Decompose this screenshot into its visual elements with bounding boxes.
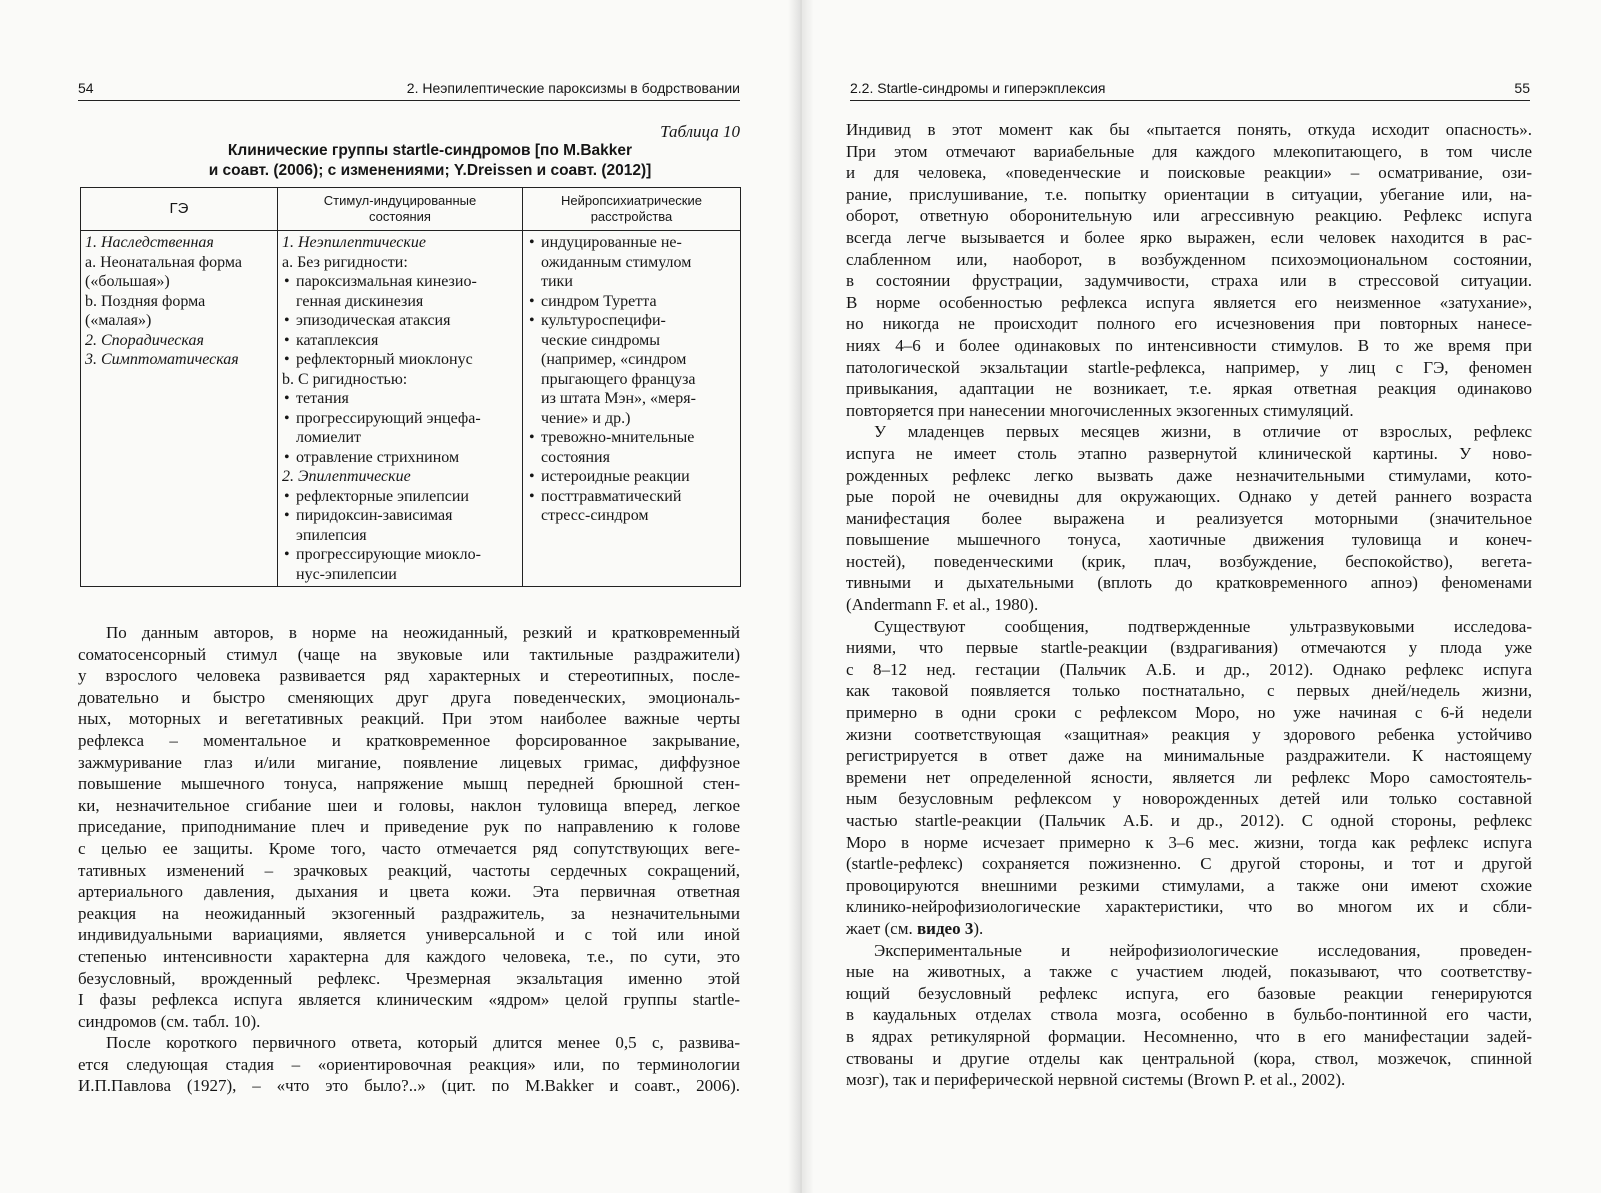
text-line: Экспериментальные и нейрофизиологические исследования, проведен- xyxy=(874,940,1532,960)
text-line: всегда легче вызывается и более ярко выражен, если человек находится в рас- xyxy=(846,227,1532,247)
text-line: с целью ее защиты. Кроме того, часто отмечается ряд сопутствующих веге- xyxy=(78,838,740,858)
text-line: жизни соответствующая «защитная» реакция у здорового ребенка устойчиво xyxy=(846,724,1532,744)
page-number: 55 xyxy=(1514,80,1530,96)
cell-line: прыгающего француза xyxy=(541,370,696,388)
text-line: тативных изменений – зрачковых реакций, частоты сердечных сокращений, xyxy=(78,860,740,880)
cell-line: из штата Мэн», «меря- xyxy=(541,390,696,407)
text-line: патологической экзальтации startle-рефлекса, например, у лиц с ГЭ, феномен xyxy=(846,357,1532,377)
cell-line: эпилепсия xyxy=(296,526,367,544)
bullet-item: • эпизодическая атаксия xyxy=(282,311,518,331)
text-line: с 8–12 нед. гестации (Пальчик А.Б. и др., 2012). Однако рефлекс испуга xyxy=(846,659,1532,679)
table-cell-stimulus xyxy=(278,231,523,587)
text-line: манифестация более выражена и реализуется моторными (значительное xyxy=(846,508,1532,528)
running-title: 2.2. Startle-синдромы и гиперэкплексия xyxy=(850,80,1106,96)
text-line: зажмуривание глаз и/или мигание, появление лицевых гримас, диффузное xyxy=(78,752,740,772)
table-title-line: Клинические группы startle-синдромов [по M.Bakker xyxy=(227,142,633,159)
bullet-item: • тревожно-мнительные xyxy=(527,428,736,448)
book-gutter xyxy=(788,0,814,1193)
text-line: ки, незначительное сгибание шеи и головы, наклон туловища вперед, легкое xyxy=(78,795,740,815)
header-rule xyxy=(78,100,740,101)
table-label: Таблица 10 xyxy=(660,122,740,141)
video-reference: видео 3 xyxy=(916,918,974,938)
text-line: оборот, ответную оборонительную или агрессивную реакцию. Рефлекс испуга xyxy=(846,206,1532,226)
cell-line: («большая») xyxy=(85,273,170,290)
text-line: рые порой не очевидны для окружающих. Однако у детей раннего возраста xyxy=(846,487,1532,507)
right-running-head xyxy=(850,74,1530,96)
column-header-line: Стимул-индуцированные xyxy=(323,193,477,208)
text-line: времени нет определенной ясности, является ли рефлекс Моро самостоятель- xyxy=(846,767,1532,787)
column-header xyxy=(523,188,741,231)
text-line: ных, моторных и вегетативных реакций. При этом наиболее важные черты xyxy=(78,709,740,729)
text-line: повышение мышечного тонуса, напряжение мышц передней брюшной стен- xyxy=(78,774,740,794)
left-running-head xyxy=(78,74,740,96)
text-line: испуга не имеет столь этапно развернутой клинической картины. У ново- xyxy=(846,443,1532,463)
bullet-item: • индуцированные не- xyxy=(527,233,736,253)
cell-line: a. Неонатальная форма xyxy=(85,253,242,271)
column-header xyxy=(278,188,523,231)
text-line: но никогда не происходит полного его исчезновения при повторных нанесе- xyxy=(846,314,1532,334)
text-line: I фазы рефлекса испуга является клиническим «ядром» целой группы startle- xyxy=(78,990,740,1010)
text-line: частью startle-реакции (Пальчик А.Б. и др., 2012). С одной стороны, рефлекс xyxy=(846,811,1532,830)
body-paragraph xyxy=(846,119,1532,1091)
text-line: индивидуальными вариациями, является универсальной и с той или иной xyxy=(78,925,740,945)
cell-line: тики xyxy=(541,273,573,290)
text-line: В норме особенностью рефлекса испуга является его неизменное «затухание», xyxy=(846,292,1532,312)
text-line: в каудальных отделах ствола мозга, особенно в бульбо-понтинной его части, xyxy=(846,1005,1532,1025)
table-row xyxy=(81,231,741,587)
table-title-line: и соавт. (2006); с изменениями; Y.Dreissen и соавт. (2012)] xyxy=(208,162,652,179)
text-line: рожденных рефлекс легко вызвать даже незначительными стимулами, кото- xyxy=(846,465,1532,485)
text-line: И.П.Павлова (1927), – «что это было?..» (цит. по M.Bakker и соавт., 2006). xyxy=(78,1076,740,1096)
cell-line: b. С ригидностью: xyxy=(282,370,408,388)
left-page xyxy=(0,0,800,1193)
text-line: примерно в одни сроки с рефлексом Моро, но уже начиная с 6-й недели xyxy=(846,703,1532,723)
cell-line: b. Поздняя форма xyxy=(85,292,206,310)
column-header-line: состояния xyxy=(369,209,431,224)
text-line: регистрируется в ответ даже на минимальные раздражители. К настоящему xyxy=(846,746,1532,766)
text-line: ствованы и другие отделы как центральной (кора, ствол, мозжечок, спинной xyxy=(846,1048,1532,1068)
text-line: клинико-нейрофизиологические характеристики, что во многом их и сбли- xyxy=(846,897,1532,917)
bullet-item: • посттравматический xyxy=(527,487,736,507)
column-header-line: расстройства xyxy=(590,209,673,224)
text-line: степенью интенсивности характерна для каждого человека, т.е., по сути, это xyxy=(78,946,740,966)
text-line: После короткого первичного ответа, который длится менее 0,5 с, развива- xyxy=(106,1033,740,1053)
bullet-item: • истероидные реакции xyxy=(527,467,736,487)
text-line: рефлекса – моментальное и кратковременное форсированное закрывание, xyxy=(78,730,740,750)
text-line: ные на животных, а также с участием людей, показывают, что соответству- xyxy=(846,962,1532,982)
text-line: ниями, что первые startle-реакции (вздрагивания) отмечаются у плода уже xyxy=(846,638,1532,658)
text-line: ниях 4–6 и более одинаковых по интенсивности стимулов. В то же время при xyxy=(846,335,1532,355)
table-cell-ge xyxy=(81,231,278,587)
text-line: рание, прислушивание, т.е. попытку ориентации в ситуации, убегание или, на- xyxy=(846,184,1532,204)
cell-line: 2. Спорадическая xyxy=(85,331,204,349)
cell-line: 2. Эпилептические xyxy=(282,468,411,485)
text-line: довательно и быстро сменяющих друг друга поведенческих, эмоциональ- xyxy=(78,687,740,707)
bullet-item: • синдром Туретта xyxy=(527,292,736,312)
text-line: Индивид в этот момент как бы «пытается понять, откуда исходит опасность». xyxy=(846,120,1532,139)
bullet-item: • прогрессирующий энцефа- xyxy=(282,409,518,429)
running-title: 2. Неэпилептические пароксизмы в бодрствовании xyxy=(406,80,740,96)
text-line: (Andermann F. et al., 1980). xyxy=(846,595,1039,615)
cell-line: стресс-синдром xyxy=(541,507,649,524)
text-line: ным безусловным рефлексом у новорожденных детей или только составной xyxy=(846,789,1532,809)
page-number: 54 xyxy=(78,80,94,96)
table-cell-neuropsych xyxy=(523,231,741,587)
cell-line: состояния xyxy=(541,448,610,466)
text-line: приседание, приподнимание плеч и приведение рук по направлению к голове xyxy=(78,817,740,837)
table-header-row xyxy=(81,188,741,231)
cell-line: ломиелит xyxy=(296,429,362,446)
startle-groups-table xyxy=(80,187,741,587)
text-line: У младенцев первых месяцев жизни, в отличие от взрослых, рефлекс xyxy=(874,422,1532,442)
column-header xyxy=(81,188,278,231)
text-line: Моро в норме исчезает примерно к 3–6 мес. жизни, тогда как рефлекс испуга xyxy=(846,832,1532,852)
text-line: синдромов (см. табл. 10). xyxy=(78,1011,261,1031)
cell-line: чение» и др.) xyxy=(541,409,631,427)
text-line: мозг), так и периферической нервной системы (Brown P. et al., 2002). xyxy=(846,1070,1346,1090)
cell-line: a. Без ригидности: xyxy=(282,253,408,271)
text-line: артериального давления, дыхания и цвета кожи. Эта первичная ответная xyxy=(78,882,740,902)
column-header-line: Нейропсихиатрические xyxy=(561,193,702,208)
cell-line: (например, «синдром xyxy=(541,351,687,368)
text-line: как таковой появляется только постнатально, с первых дней/недель жизни, xyxy=(846,681,1532,701)
bullet-item: • катаплексия xyxy=(282,331,518,351)
cell-line: («малая») xyxy=(85,312,152,329)
cell-line: 1. Неэпилептические xyxy=(282,234,426,251)
text-line: безусловный, врожденный рефлекс. Чрезмерная экзальтация именно этой xyxy=(78,968,740,988)
column-header-line: ГЭ xyxy=(169,200,189,217)
text-line: реакция на неожиданный экзогенный раздражитель, за незначительными xyxy=(78,903,740,923)
bullet-item: • культуроспецифи- xyxy=(527,311,736,331)
text-line: у взрослого человека развивается ряд характерных и стереотипных, после- xyxy=(78,666,740,686)
text-line: При этом отмечают вариабельные для каждого млекопитающего, в том числе xyxy=(846,141,1532,161)
text-line: повторяется при нанесении многочисленных экзогенных стимуляций. xyxy=(846,400,1354,420)
table-title xyxy=(120,141,740,181)
text-line: и для человека, «поведенческие и поисковые реакции» – осматривание, ози- xyxy=(846,163,1532,183)
text-line: провоцируются внешними резкими стимулами, а также они имеют схожие xyxy=(846,875,1532,895)
bullet-item: • пиридоксин-зависимая xyxy=(282,506,518,526)
text-fragment: жает (см. xyxy=(846,918,917,938)
text-line: привыкания, адаптации не возникает, т.е. яркая ответная реакция одинаково xyxy=(846,379,1532,399)
cell-line: генная дискинезия xyxy=(296,292,424,310)
text-line: соматосенсорный стимул (чаще на звуковые или тактильные раздражители) xyxy=(78,644,740,664)
cell-line: ожиданным стимулом xyxy=(541,253,692,271)
cell-line: нус-эпилепсии xyxy=(296,565,397,583)
cell-line: 1. Наследственная xyxy=(85,234,214,251)
bullet-item: • рефлекторные эпилепсии xyxy=(282,487,518,507)
text-line: в ядрах ретикулярной формации. Несомненно, что в его манифестации задей- xyxy=(846,1026,1532,1046)
text-fragment: ). xyxy=(973,918,984,938)
text-line: слабленном или, наоборот, в возбужденном психоэмоциональном состоянии, xyxy=(846,249,1532,269)
body-paragraph xyxy=(78,622,740,1097)
cell-line: 3. Симптоматическая xyxy=(85,351,239,368)
header-rule xyxy=(850,100,1530,101)
bullet-item: • тетания xyxy=(282,389,518,409)
bullet-item: • рефлекторный миоклонус xyxy=(282,350,518,370)
text-line xyxy=(846,918,1532,940)
bullet-item: • пароксизмальная кинезио- xyxy=(282,272,518,292)
text-line: ется следующая стадия – «ориентировочная реакция» или, по терминологии xyxy=(78,1054,740,1074)
text-line: повышение мышечного тонуса, хаотичные движения туловища и конеч- xyxy=(846,530,1532,550)
text-line: ностей), поведенческими (крик, плач, возбуждение, беспокойство), вегета- xyxy=(846,551,1532,571)
bullet-item: • отравление стрихнином xyxy=(282,448,518,468)
text-line: По данным авторов, в норме на неожиданный, резкий и кратковременный xyxy=(106,623,740,642)
text-line: в состоянии фрустрации, задумчивости, страха или в стрессовой ситуации. xyxy=(846,271,1532,291)
bullet-item: • прогрессирующие миокло- xyxy=(282,545,518,565)
right-page xyxy=(800,0,1601,1193)
cell-line: ческие синдромы xyxy=(541,331,661,349)
text-line: ющий безусловный рефлекс испуга, его базовые реакции генерируются xyxy=(846,983,1532,1003)
text-line: тивными и дыхательными (вплоть до кратковременного апноэ) феноменами xyxy=(846,573,1532,593)
text-line: (startle-рефлекс) сохраняется пожизненно. С другой стороны, и тот и другой xyxy=(846,854,1532,874)
text-line: Существуют сообщения, подтвержденные ультразвуковыми исследова- xyxy=(874,616,1532,636)
